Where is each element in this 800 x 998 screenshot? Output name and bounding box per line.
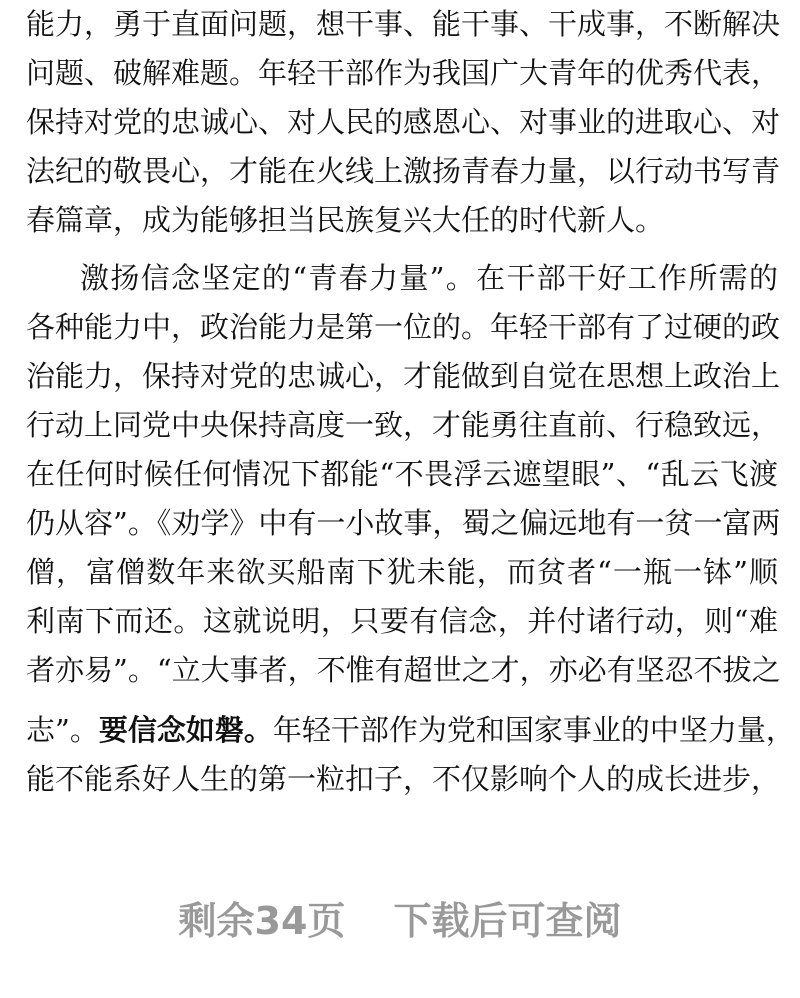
remaining-pages-label: 剩余34页 xyxy=(178,899,346,943)
emphasis-heading: 要信念如磐。 xyxy=(98,713,273,747)
download-prompt[interactable] xyxy=(0,893,800,949)
text-line: 能不能系好人生的第一粒扣子，不仅影响个人的成长进步， xyxy=(26,762,781,796)
text-line: 者亦易”。“立大事者，不惟有超世之才，亦必有坚忍不拔之 xyxy=(26,653,781,687)
text-line: 保持对党的忠诚心、对人民的感恩心、对事业的进取心、对 xyxy=(26,105,781,139)
text-line: 春篇章，成为能够担当民族复兴大任的时代新人。 xyxy=(26,203,665,237)
text-line: 治能力，保持对党的忠诚心，才能做到自觉在思想上政治上 xyxy=(26,359,781,393)
text-line: 各种能力中，政治能力是第一位的。年轻干部有了过硬的政 xyxy=(26,310,781,344)
text-line: 僧，富僧数年来欲买船南下犹未能，而贫者“一瓶一钵”顺 xyxy=(26,555,778,589)
text-line: 利南下而还。这就说明，只要有信念，并付诸行动，则“难 xyxy=(26,604,778,638)
text-line: 仍从容”。《劝学》中有一小故事，蜀之偏远地有一贫一富两 xyxy=(26,506,781,540)
download-to-view-label: 下载后可查阅 xyxy=(393,899,622,943)
text-line: 法纪的敬畏心，才能在火线上激扬青春力量，以行动书写青 xyxy=(26,154,781,188)
text-line: 行动上同党中央保持高度一致，才能勇往直前、行稳致远， xyxy=(26,408,781,442)
text-line-with-emphasis xyxy=(26,708,795,752)
paragraph-start-line: 激扬信念坚定的“青春力量”。在干部干好工作所需的 xyxy=(80,261,778,295)
line-prefix: 志”。 xyxy=(26,713,99,747)
text-line: 在任何时候任何情况下都能“不畏浮云遮望眼”、“乱云飞渡 xyxy=(26,457,778,491)
text-line: 问题、破解难题。年轻干部作为我国广大青年的优秀代表， xyxy=(26,56,781,90)
text-line: 能力，勇于直面问题，想干事、能干事、干成事，不断解决 xyxy=(26,7,781,41)
line-suffix: 年轻干部作为党和国家事业的中坚力量， xyxy=(272,713,795,747)
